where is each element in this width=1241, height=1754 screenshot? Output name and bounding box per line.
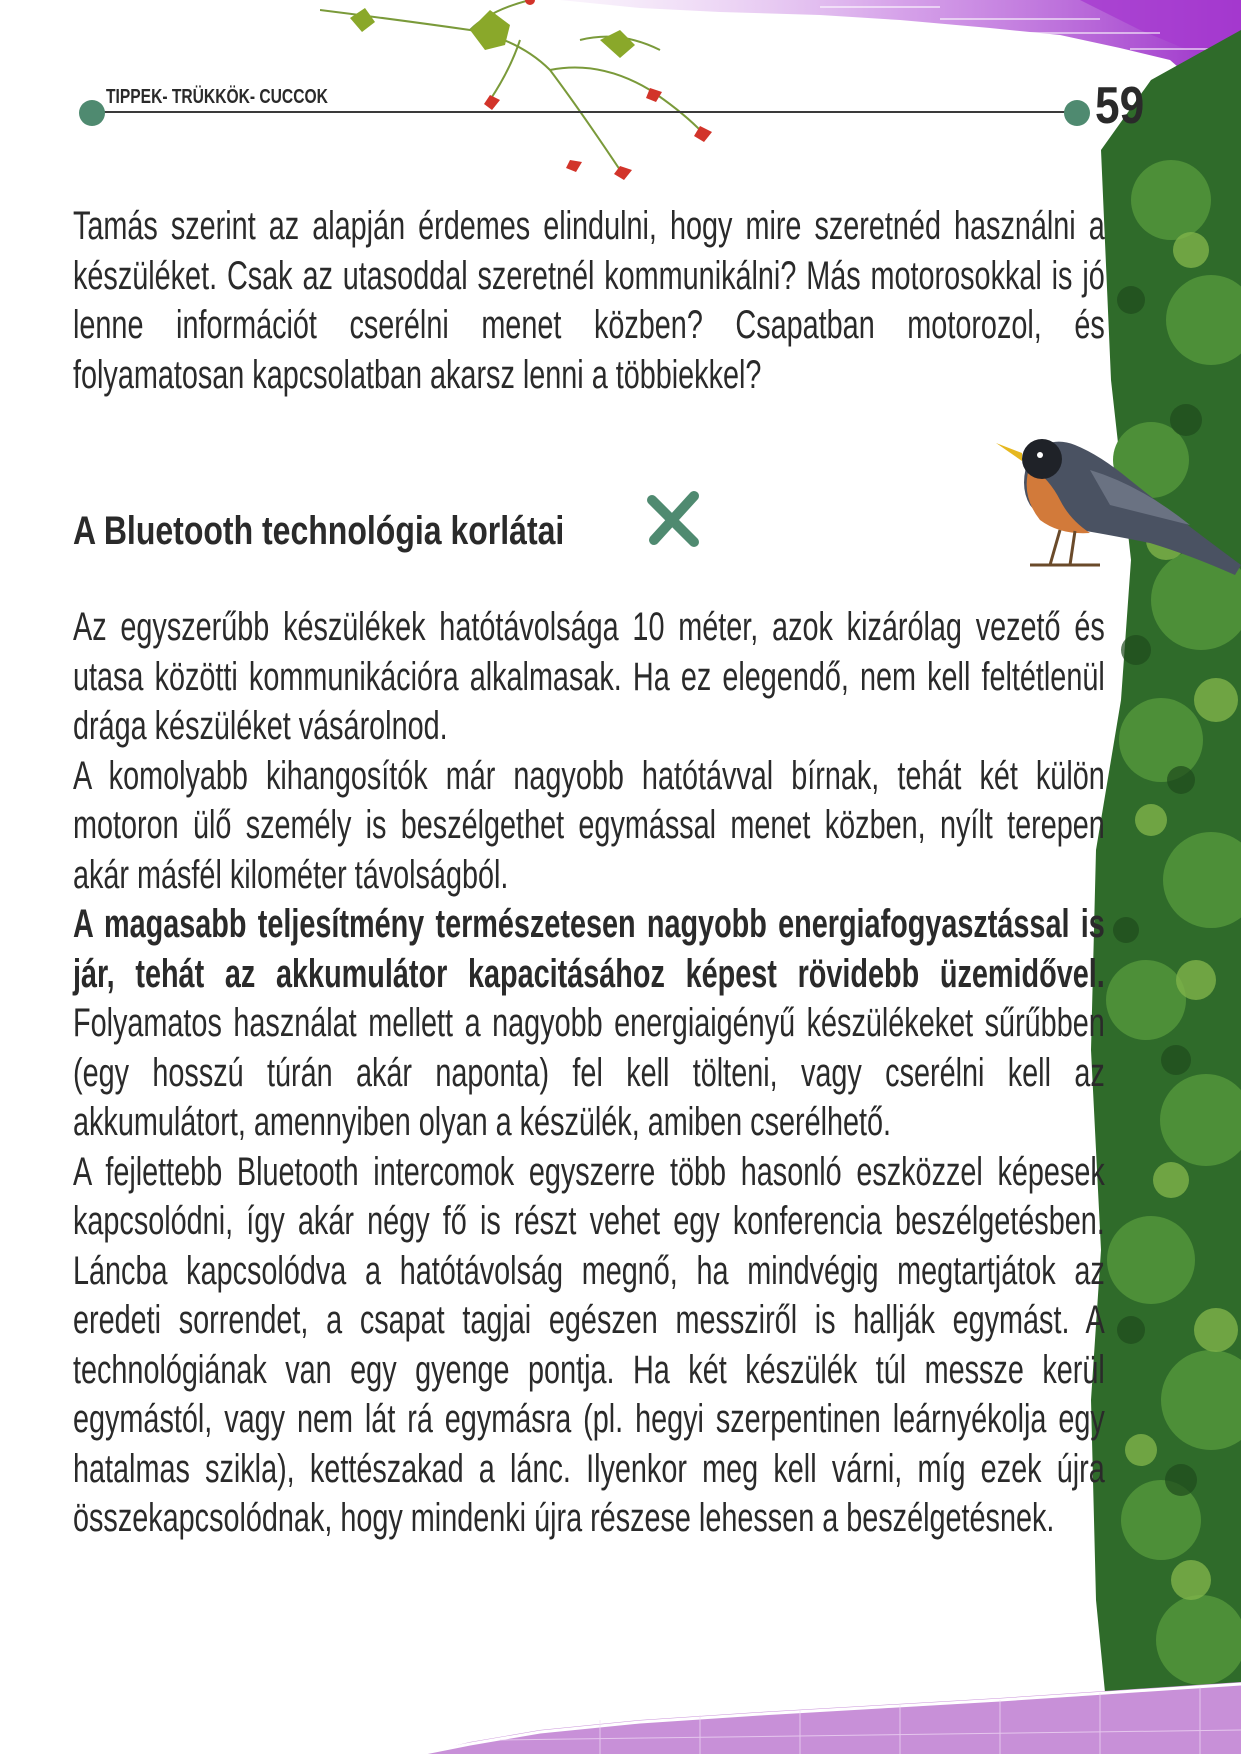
paragraph-mesh: A fejlettebb Bluetooth intercomok egyszerre több hasonló eszközzel képesek kapcsolódni, így akár négy fő is részt vehet egy konferencia beszélgetésben. Láncba kapcsolódva a hatótávolság megnő, ha mindvégig megtartjátok az eredeti sorrendet, a csapat tagjai egészen messziről is hallják egymást. A technológiának van egy gyenge pontja. Ha két készülék túl messze kerül egymástól, vagy nem lát rá egymásra (pl. hegyi szerpentinen leárnyékolja egy hatalmas szikla), kettészakad a lánc. Ilyenkor meg kell várni, míg ezek újra összekapcsolódnak, hogy mindenki újra részese lehessen a beszélgetésnek. — [73, 1149, 1105, 1540]
intro-paragraph: Tamás szerint az alapján érdemes elindulni, hogy mire szeretnéd használni a készüléket. Csak az utasoddal szeretnél kommunikálni? Más motorosokkal is jó lenne információt cserélni menet közben? Csapatban motorozol, és folyamatosan kapcsolatban akarsz lenni a többiekkel? — [73, 204, 1105, 397]
header-rule — [90, 111, 1076, 113]
intro-block — [73, 202, 1105, 400]
x-mark-icon — [646, 490, 700, 548]
paragraph-power-bold: A magasabb teljesítmény természetesen nagyobb energiafogyasztással is jár, tehát az akkumulátor kapacitásához képest rövidebb üzemidővel. — [73, 902, 1105, 996]
paragraph-power — [73, 900, 1105, 1148]
header-dot-left — [79, 100, 105, 126]
paragraph-power-rest: Folyamatos használat mellett a nagyobb energiaigényű készülékeket sűrűbben (egy hosszú túrán akár naponta) fel kell tölteni, vagy cserélni kell az akkumulátort, amennyiben olyan a készülék, amiben cserélhető. — [73, 1001, 1105, 1144]
forest-strip — [1091, 0, 1241, 1754]
page-number: 59 — [1095, 77, 1145, 135]
header-dot-right — [1064, 100, 1090, 126]
body-block — [73, 603, 1105, 1544]
section-label: TIPPEK- TRÜKKÖK- CUCCOK — [106, 86, 328, 108]
purple-paper-bottom — [0, 1660, 1241, 1754]
paragraph-range: Az egyszerűbb készülékek hatótávolsága 10 méter, azok kizárólag vezető és utasa közötti kommunikációra alkalmasak. Ha ez elegendő, nem kell feltétlenül drága készüléket vásárolnod. — [73, 605, 1105, 748]
section-heading: A Bluetooth technológia korlátai — [73, 509, 565, 553]
flower-branch-illustration — [320, 0, 810, 190]
paragraph-advanced-range: A komolyabb kihangosítók már nagyobb hatótávval bírnak, tehát két külön motoron ülő személy is beszélgethet egymással menet közben, nyílt terepen akár másfél kilométer távolságból. — [73, 753, 1105, 897]
robin-bird-illustration — [990, 425, 1241, 585]
